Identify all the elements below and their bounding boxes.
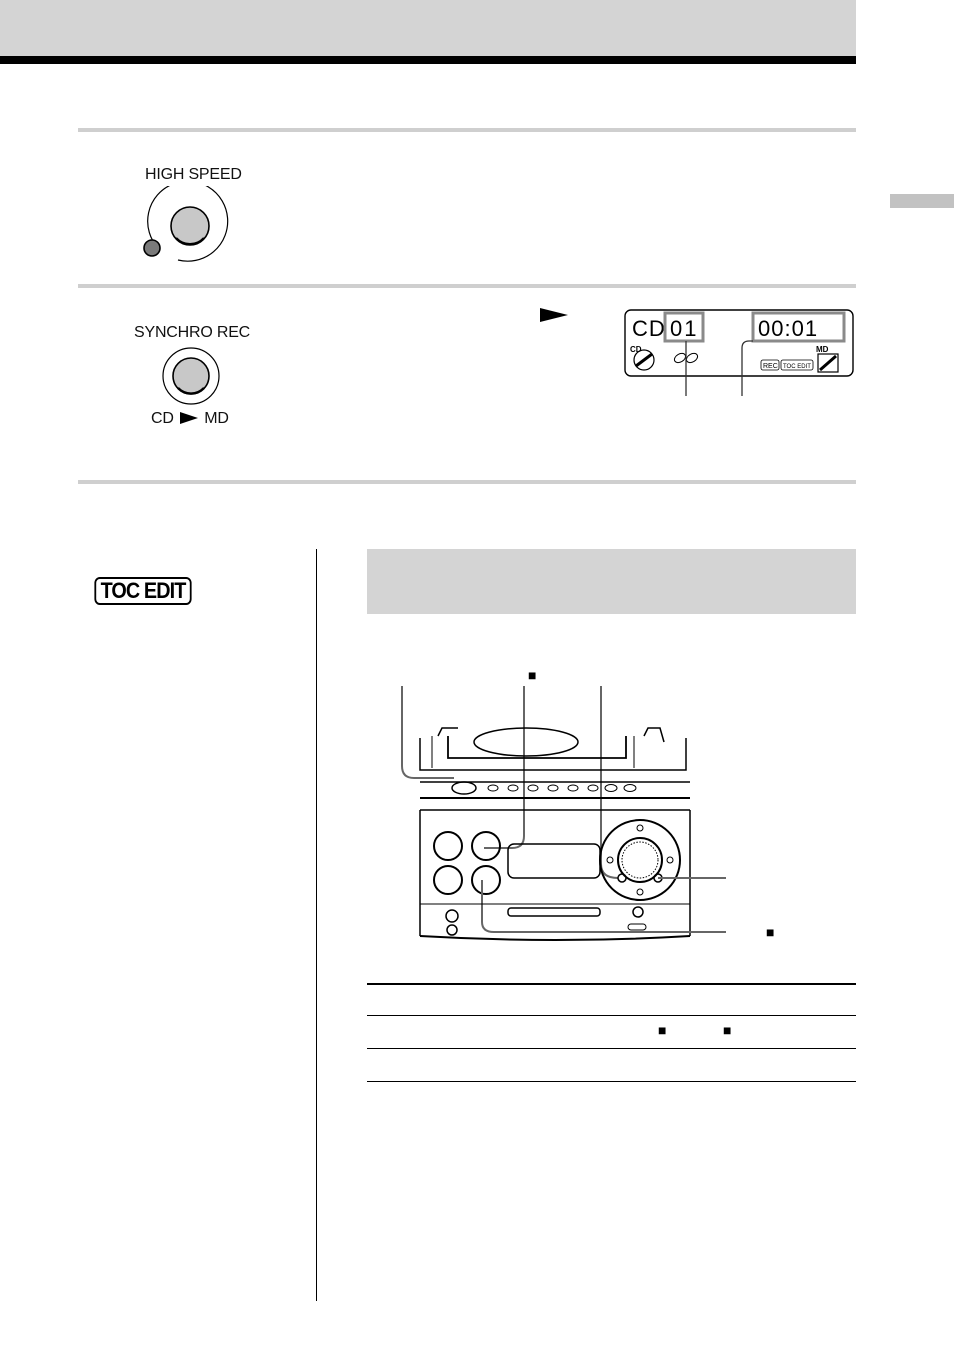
table-rule [367, 1015, 856, 1016]
front-button-d[interactable] [472, 866, 500, 894]
table-rule-bottom [367, 1081, 856, 1082]
caption-md: MD [204, 410, 229, 427]
synchro-rec-button-illustration [160, 346, 222, 408]
front-button-c[interactable] [434, 866, 462, 894]
table-rule-top [367, 983, 856, 985]
cassette-slot [508, 908, 600, 916]
display-toc-edit-indicator: TOC EDIT [783, 364, 811, 370]
function-button[interactable] [452, 782, 476, 794]
play-arrow-icon [180, 412, 198, 424]
display-track-number: 01 [670, 316, 699, 341]
step-divider [78, 128, 856, 132]
table-rule [367, 1048, 856, 1049]
stereo-illustration [396, 686, 788, 956]
header-rule [0, 56, 856, 64]
front-display-window [508, 844, 600, 878]
stop-icon-table-2: ■ [723, 1022, 732, 1038]
display-cd-label: CD [630, 345, 642, 354]
step-divider [78, 480, 856, 484]
step-divider [78, 284, 856, 288]
stop-icon: ■ [528, 667, 537, 683]
synchro-rec-label: SYNCHRO REC [134, 324, 251, 341]
stop-icon-table-1: ■ [658, 1022, 667, 1038]
play-icon [540, 308, 570, 324]
front-button-b[interactable] [472, 832, 500, 860]
stop-icon-callout: ■ [766, 924, 775, 940]
cd-lid [474, 728, 578, 756]
toc-edit-badge: TOC EDIT [94, 577, 191, 605]
display-panel [622, 308, 856, 398]
header-band [0, 0, 856, 56]
display-rec-indicator: REC [763, 363, 778, 370]
display-time: 00:01 [758, 316, 819, 341]
high-speed-label: HIGH SPEED [145, 166, 242, 183]
control-ring [600, 820, 680, 900]
section-header-band [367, 549, 856, 614]
column-divider [316, 549, 317, 1301]
high-speed-button-illustration [138, 186, 234, 266]
indicator-led-icon [144, 240, 160, 256]
cd-to-md-caption [151, 410, 229, 428]
front-button-a[interactable] [434, 832, 462, 860]
display-md-label: MD [816, 345, 829, 354]
caption-cd: CD [151, 410, 174, 427]
headphone-jack-icon [446, 910, 458, 922]
display-source-text: CD [632, 316, 666, 341]
section-thumb-tab [890, 194, 954, 208]
